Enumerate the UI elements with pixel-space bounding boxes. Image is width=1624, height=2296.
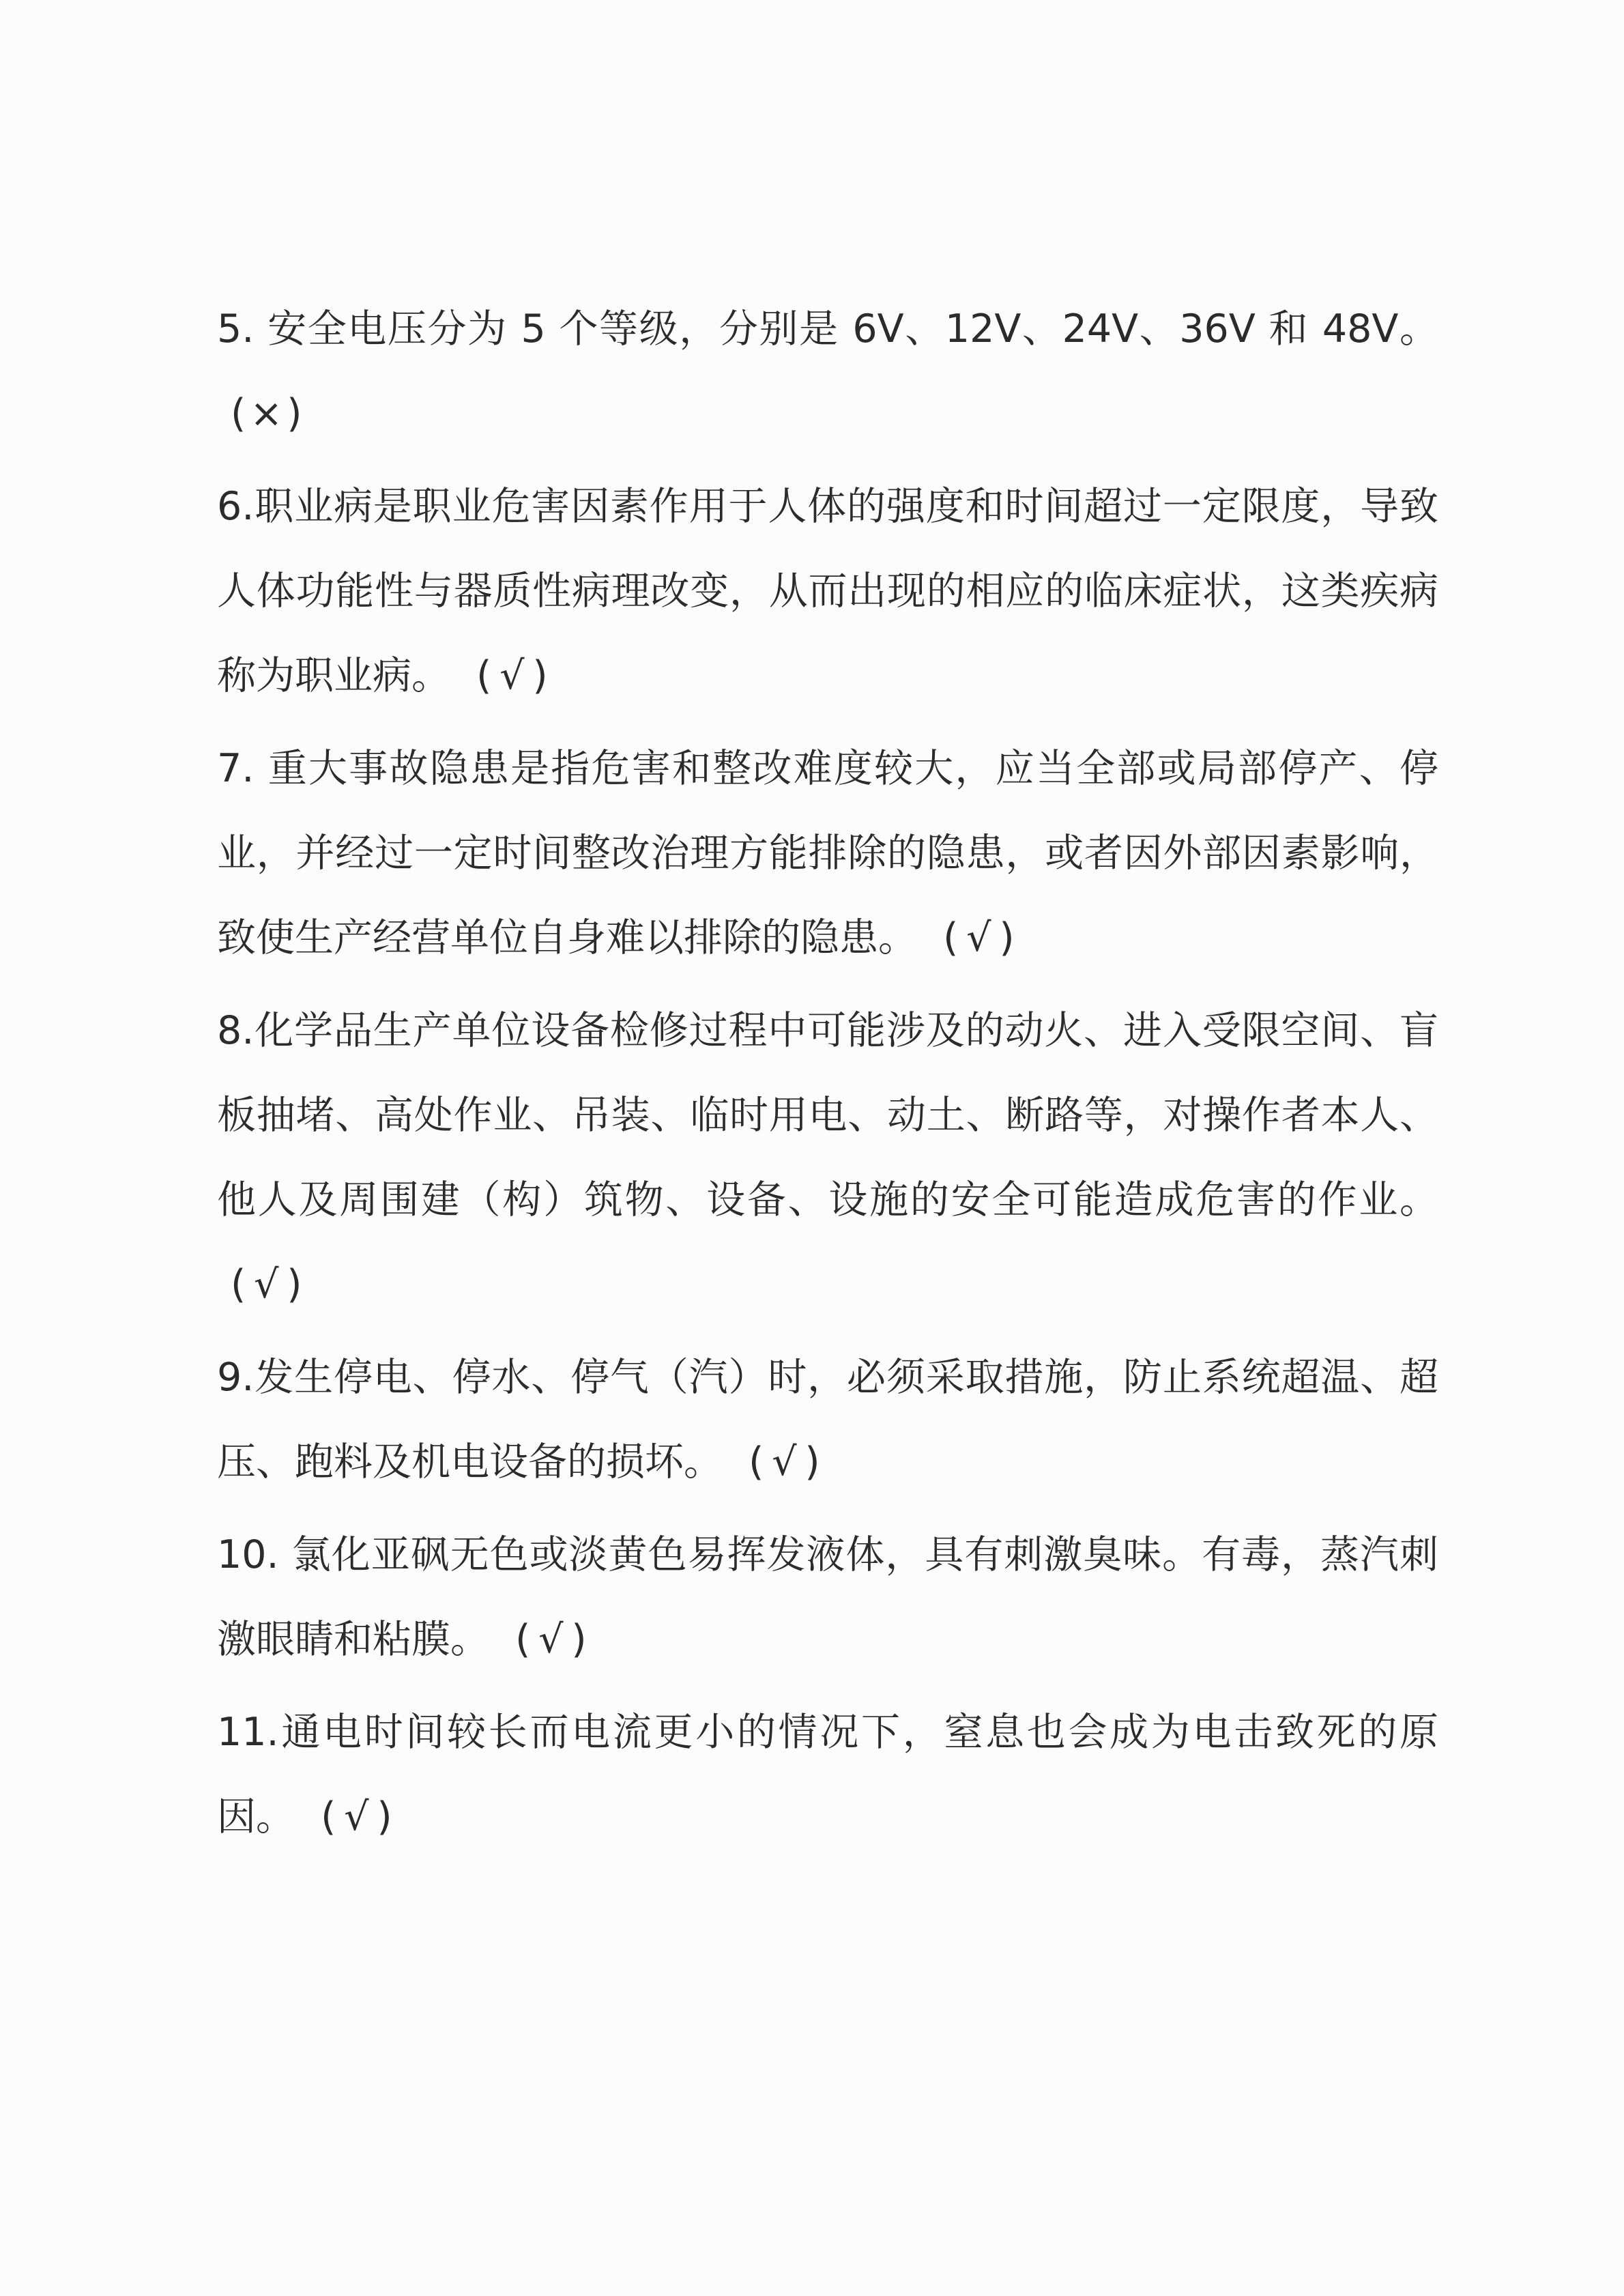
answer-bracket <box>476 633 548 718</box>
question-text: 10. 氯化亚砜无色或淡黄色易挥发液体，具有刺激臭味。有毒，蒸汽刺激眼睛和粘膜。 <box>217 1532 1438 1662</box>
answer-mark: √ <box>254 1262 279 1307</box>
close-paren: ) <box>287 391 302 436</box>
answer-mark: √ <box>966 915 991 960</box>
open-paren: ( <box>943 915 959 960</box>
question-item <box>217 988 1438 1327</box>
answer-mark: √ <box>772 1439 797 1484</box>
open-paren: ( <box>749 1439 764 1484</box>
answer-mark: √ <box>344 1794 369 1839</box>
question-item <box>217 464 1438 718</box>
answer-bracket <box>515 1597 587 1682</box>
question-text: 6.职业病是职业危害因素作用于人体的强度和时间超过一定限度，导致人体功能性与器质性病理改变，从而出现的相应的临床症状，这类疾病称为职业病。 <box>217 484 1438 698</box>
open-paren: ( <box>231 1262 246 1307</box>
answer-bracket <box>231 371 302 456</box>
question-item <box>217 1690 1438 1859</box>
answer-bracket <box>231 1242 302 1327</box>
question-item <box>217 1512 1438 1682</box>
answer-mark: √ <box>538 1617 564 1662</box>
open-paren: ( <box>321 1794 336 1839</box>
question-text: 11.通电时间较长而电流更小的情况下，窒息也会成为电击致死的原因。 <box>217 1710 1438 1839</box>
question-item <box>217 287 1438 456</box>
open-paren: ( <box>515 1617 531 1662</box>
question-text: 5. 安全电压分为 5 个等级，分别是 6V、12V、24V、36V 和 48V。 <box>217 306 1438 351</box>
close-paren: ) <box>287 1262 302 1307</box>
question-item <box>217 726 1438 980</box>
question-text: 7. 重大事故隐患是指危害和整改难度较大，应当全部或局部停产、停业，并经过一定时间整改治理方能排除的隐患，或者因外部因素影响，致使生产经营单位自身难以排除的隐患。 <box>217 746 1438 960</box>
close-paren: ) <box>804 1439 820 1484</box>
answer-mark: × <box>250 391 283 436</box>
close-paren: ) <box>999 915 1015 960</box>
close-paren: ) <box>532 653 548 698</box>
open-paren: ( <box>231 391 246 436</box>
question-list <box>217 287 1438 1867</box>
close-paren: ) <box>571 1617 587 1662</box>
close-paren: ) <box>377 1794 392 1839</box>
question-text: 8.化学品生产单位设备检修过程中可能涉及的动火、进入受限空间、盲板抽堵、高处作业、吊装、临时用电、动土、断路等，对操作者本人、他人及周围建（构）筑物、设备、设施的安全可能造成危害的作业。 <box>217 1008 1438 1222</box>
answer-bracket <box>749 1420 820 1504</box>
answer-bracket <box>321 1775 392 1859</box>
answer-bracket <box>943 895 1015 980</box>
question-item <box>217 1335 1438 1504</box>
question-text: 9.发生停电、停水、停气（汽）时，必须采取措施，防止系统超温、超压、跑料及机电设备的损坏。 <box>217 1355 1438 1484</box>
open-paren: ( <box>476 653 492 698</box>
answer-mark: √ <box>499 653 525 698</box>
